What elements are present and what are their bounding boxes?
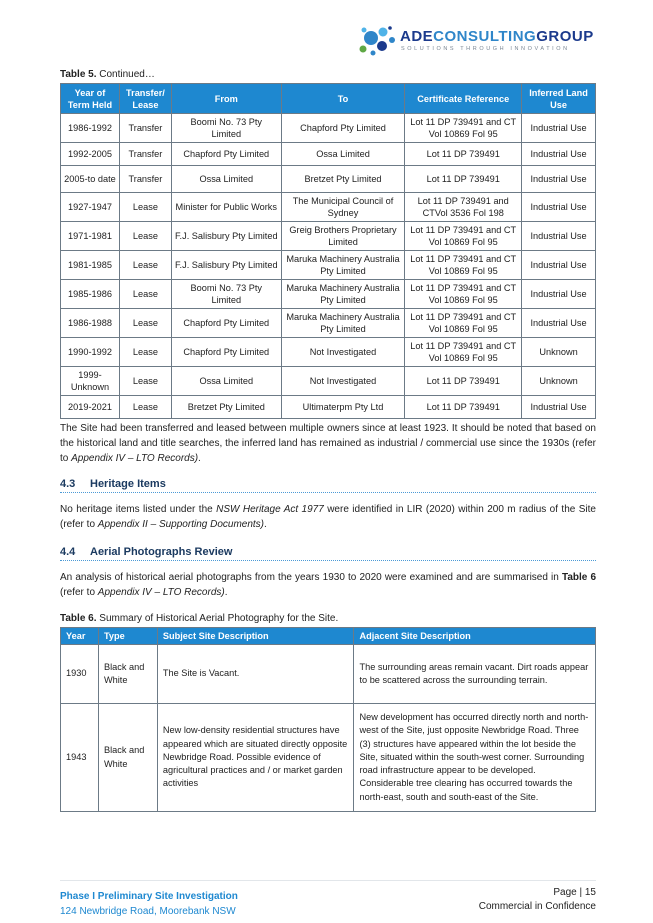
- land-title-table: [60, 83, 596, 419]
- logo-tagline: SOLUTIONS THROUGH INNOVATION: [401, 46, 570, 52]
- footer-report-title: Phase I Preliminary Site Investigation: [60, 891, 238, 902]
- table-cell: Lot 11 DP 739491 and CT Vol 10869 Fol 95: [405, 222, 522, 251]
- legislation-reference: NSW Heritage Act 1977: [216, 504, 324, 515]
- table-row: [61, 309, 596, 338]
- column-header: Certificate Reference: [405, 84, 522, 114]
- table-cell: New development has occurred directly north and north-west of the Site, just opposite Newbridge Road. Three (3) structures have appeared within the lot beside the Site, situated within the south-west corner. Surrounding road infrastructure appear to be developed. Considerable tree clearing has occurred towards the north-east, south and south-east of the Site.: [354, 704, 596, 812]
- section-number: 4.3: [60, 478, 76, 490]
- paragraph-end: .: [224, 587, 228, 598]
- table-cell: Unknown: [522, 338, 596, 367]
- table5-caption-text: Continued…: [96, 69, 155, 80]
- logo-wordmark-ade: ADE: [400, 28, 434, 45]
- column-header: Subject Site Description: [157, 628, 354, 645]
- paragraph-text: The Site had been transferred and leased between multiple owners since at least 1923. It should be noted that based on the historical land and title searches, the inferred land has remained as industrial / commercial use since the 1930s (refer to: [60, 423, 596, 464]
- table-cell: Boomi No. 73 Pty Limited: [171, 280, 281, 309]
- paragraph-text: An analysis of historical aerial photographs from the years 1930 to 2020 were examined and are summarised in: [60, 572, 562, 583]
- table-cell: Black and White: [98, 645, 157, 704]
- table-cell: 1986-1988: [61, 309, 120, 338]
- table-cell: The Municipal Council of Sydney: [281, 193, 405, 222]
- table-cell: Transfer: [119, 143, 171, 166]
- table-header-row: [61, 628, 596, 645]
- table-cell: Chapford Pty Limited: [171, 143, 281, 166]
- table-row: [61, 114, 596, 143]
- paragraph-end: .: [198, 453, 201, 464]
- table-row: [61, 367, 596, 396]
- table-row: [61, 251, 596, 280]
- paragraph-end: .: [264, 519, 267, 530]
- table-cell: 1986-1992: [61, 114, 120, 143]
- column-header: To: [281, 84, 405, 114]
- logo-wordmark-group: GROUP: [536, 28, 594, 45]
- table-cell: Industrial Use: [522, 280, 596, 309]
- table-reference: Table 6: [561, 572, 597, 583]
- section-heading-heritage: [60, 478, 596, 493]
- table-cell: Chapford Pty Limited: [281, 114, 405, 143]
- logo-wordmark-consulting: CONSULTING: [433, 28, 537, 45]
- table-cell: F.J. Salisbury Pty Limited: [171, 251, 281, 280]
- table-cell: Lot 11 DP 739491: [405, 166, 522, 193]
- table-cell: Industrial Use: [522, 114, 596, 143]
- table-cell: 1981-1985: [61, 251, 120, 280]
- logo-molecule-icon: [355, 22, 399, 58]
- table-cell: Black and White: [98, 704, 157, 812]
- heritage-paragraph: [60, 502, 596, 532]
- table-row: [61, 645, 596, 704]
- column-header: Type: [98, 628, 157, 645]
- table-cell: Bretzet Pty Limited: [281, 166, 405, 193]
- paragraph-text: were identified in LIR (2020) within 200 m radius of the Site (refer to: [60, 504, 596, 530]
- table-cell: Lease: [119, 280, 171, 309]
- table-row: [61, 280, 596, 309]
- table-cell: Lot 11 DP 739491 and CT Vol 10869 Fol 95: [405, 114, 522, 143]
- column-header: Year: [61, 628, 99, 645]
- table-cell: Ultimaterpm Pty Ltd: [281, 396, 405, 419]
- table-cell: Chapford Pty Limited: [171, 338, 281, 367]
- table-cell: Lease: [119, 367, 171, 396]
- table-header-row: [61, 84, 596, 114]
- company-logo: [355, 22, 600, 58]
- table-cell: Boomi No. 73 Pty Limited: [171, 114, 281, 143]
- table-cell: 1999-Unknown: [61, 367, 120, 396]
- table-cell: Maruka Machinery Australia Pty Limited: [281, 280, 405, 309]
- footer-document-info: [60, 889, 238, 919]
- column-header: From: [171, 84, 281, 114]
- table-cell: Lease: [119, 251, 171, 280]
- table-cell: Lease: [119, 222, 171, 251]
- land-use-summary-paragraph: [60, 421, 596, 466]
- table-cell: Industrial Use: [522, 222, 596, 251]
- table-cell: 1992-2005: [61, 143, 120, 166]
- table-cell: Lease: [119, 309, 171, 338]
- confidentiality-notice: Commercial in Confidence: [478, 901, 596, 912]
- table-row: [61, 143, 596, 166]
- table-cell: Not Investigated: [281, 367, 405, 396]
- table6-caption: [60, 613, 338, 624]
- table-cell: 1985-1986: [61, 280, 120, 309]
- table-cell: Lot 11 DP 739491 and CT Vol 10869 Fol 95: [405, 251, 522, 280]
- table-row: [61, 338, 596, 367]
- table-cell: Chapford Pty Limited: [171, 309, 281, 338]
- page-number: Page | 15: [553, 887, 596, 898]
- table-cell: New low-density residential structures have appeared which are situated directly opposite Newbridge Road. Possible evidence of agricultural practices and / or market garden activities: [157, 704, 354, 812]
- table-cell: Ossa Limited: [171, 166, 281, 193]
- table-cell: Minister for Public Works: [171, 193, 281, 222]
- table-cell: Lot 11 DP 739491 and CTVol 3536 Fol 198: [405, 193, 522, 222]
- footer-divider: [60, 880, 596, 881]
- table-cell: Lot 11 DP 739491: [405, 143, 522, 166]
- table-cell: 1930: [61, 645, 99, 704]
- footer-page-info: [479, 886, 596, 914]
- table-cell: Ossa Limited: [281, 143, 405, 166]
- table-row: [61, 704, 596, 812]
- table-cell: Lease: [119, 396, 171, 419]
- footer-site-address: 124 Newbridge Road, Moorebank NSW: [60, 906, 236, 917]
- aerial-photographs-paragraph: [60, 570, 596, 600]
- table-cell: Lot 11 DP 739491 and CT Vol 10869 Fol 95: [405, 309, 522, 338]
- table-cell: F.J. Salisbury Pty Limited: [171, 222, 281, 251]
- table-cell: 2019-2021: [61, 396, 120, 419]
- table-row: [61, 222, 596, 251]
- appendix-reference: Appendix IV – LTO Records): [97, 587, 225, 598]
- table-cell: 1943: [61, 704, 99, 812]
- section-heading-aerial-photographs: [60, 546, 596, 561]
- table-cell: Industrial Use: [522, 166, 596, 193]
- table6-caption-text: Summary of Historical Aerial Photography for the Site.: [96, 613, 339, 624]
- table-cell: Bretzet Pty Limited: [171, 396, 281, 419]
- table5-caption: [60, 69, 155, 80]
- table-cell: 1990-1992: [61, 338, 120, 367]
- section-number: 4.4: [60, 546, 76, 558]
- column-header: Adjacent Site Description: [354, 628, 596, 645]
- table-cell: Lot 11 DP 739491: [405, 396, 522, 419]
- table-cell: The surrounding areas remain vacant. Dirt roads appear to be scattered across the surrounding terrain.: [354, 645, 596, 704]
- table-cell: Transfer: [119, 166, 171, 193]
- table-cell: Maruka Machinery Australia Pty Limited: [281, 309, 405, 338]
- column-header: Year of Term Held: [61, 84, 120, 114]
- column-header: Transfer/ Lease: [119, 84, 171, 114]
- table-cell: Greig Brothers Proprietary Limited: [281, 222, 405, 251]
- table-cell: Not Investigated: [281, 338, 405, 367]
- table-cell: Ossa Limited: [171, 367, 281, 396]
- table-cell: Industrial Use: [522, 143, 596, 166]
- table-cell: 2005-to date: [61, 166, 120, 193]
- table6-caption-label: Table 6.: [60, 613, 97, 624]
- table5-caption-label: Table 5.: [60, 69, 97, 80]
- table-cell: Unknown: [522, 367, 596, 396]
- table-cell: Lot 11 DP 739491 and CT Vol 10869 Fol 95: [405, 280, 522, 309]
- table-cell: Transfer: [119, 114, 171, 143]
- aerial-photography-table: [60, 627, 596, 812]
- paragraph-text: No heritage items listed under the: [60, 504, 217, 515]
- table-row: [61, 396, 596, 419]
- table-row: [61, 193, 596, 222]
- paragraph-text: (refer to: [60, 587, 98, 598]
- table-cell: Industrial Use: [522, 251, 596, 280]
- table-cell: Industrial Use: [522, 193, 596, 222]
- appendix-reference: Appendix II – Supporting Documents): [97, 519, 265, 530]
- table-cell: Industrial Use: [522, 396, 596, 419]
- appendix-reference: Appendix IV – LTO Records): [71, 453, 199, 464]
- section-title: Aerial Photographs Review: [90, 546, 233, 558]
- section-title: Heritage Items: [90, 478, 166, 490]
- table-cell: Industrial Use: [522, 309, 596, 338]
- table-cell: Maruka Machinery Australia Pty Limited: [281, 251, 405, 280]
- table-cell: Lease: [119, 338, 171, 367]
- table-cell: Lot 11 DP 739491 and CT Vol 10869 Fol 95: [405, 338, 522, 367]
- column-header: Inferred Land Use: [522, 84, 596, 114]
- table-cell: The Site is Vacant.: [157, 645, 354, 704]
- table-cell: 1971-1981: [61, 222, 120, 251]
- table-cell: 1927-1947: [61, 193, 120, 222]
- table-cell: Lease: [119, 193, 171, 222]
- table-row: [61, 166, 596, 193]
- logo-wordmark: [400, 28, 594, 45]
- table-cell: Lot 11 DP 739491: [405, 367, 522, 396]
